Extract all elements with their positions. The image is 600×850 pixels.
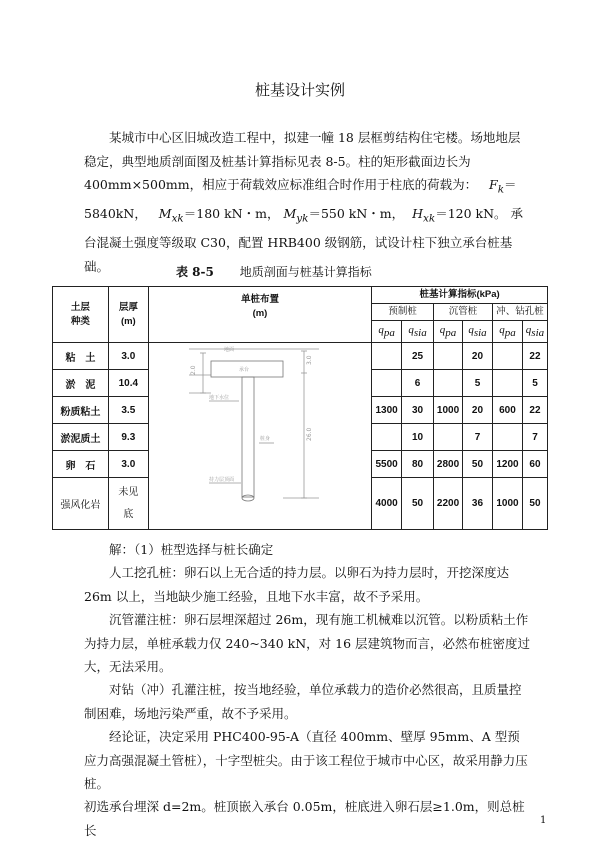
- header-tube: 沉管桩: [434, 304, 493, 321]
- cell-value: 7: [522, 424, 547, 451]
- cell-value: 60: [522, 451, 547, 478]
- cell-value: 1200: [492, 451, 522, 478]
- header-precast: 预制桩: [372, 304, 434, 321]
- solution-paragraph: 经论证，决定采用 PHC400-95-A（直径 400mm、壁厚 95mm、A 型预应力高强混凝土管桩），十字型桩尖。由于该工程位于城市中心区，故采用静力压桩。: [84, 729, 528, 792]
- header-qsia-3: $q_{sia}$: [522, 321, 547, 343]
- page-number: 1: [540, 815, 547, 826]
- intro-paragraph: [84, 126, 524, 279]
- cell-value: [492, 370, 522, 397]
- table-number: 表 8-5: [176, 265, 214, 279]
- cell-thickness: 3.0: [108, 451, 148, 478]
- cell-value: 5: [522, 370, 547, 397]
- cell-layer: 强风化岩: [53, 478, 109, 530]
- dim-c: 26.0: [305, 427, 313, 441]
- load-hxk: $H_{xk}=120$ kN。: [412, 206, 507, 225]
- cell-value: 50: [402, 478, 434, 530]
- load-myk: $M_{yk}=550$ kN・m，: [283, 206, 405, 225]
- cell-value: 2800: [434, 451, 463, 478]
- cell-thickness: 未见 底: [108, 478, 148, 530]
- cell-layer: 卵 石: [53, 451, 109, 478]
- cell-value: [372, 424, 402, 451]
- header-qsia-2: $q_{sia}$: [463, 321, 493, 343]
- cell-value: [492, 424, 522, 451]
- load-mxk: $M_{xk}=180$ kN・m，: [158, 206, 280, 225]
- pile-diagram: [149, 343, 373, 506]
- cell-value: 5: [463, 370, 493, 397]
- header-thickness: 层厚 (m): [108, 287, 148, 343]
- header-bored: 冲、钻孔桩: [492, 304, 547, 321]
- cell-value: [492, 343, 522, 370]
- cell-layer: 粘 土: [53, 343, 109, 370]
- cell-thickness: 3.0: [108, 343, 148, 370]
- cell-value: [434, 424, 463, 451]
- intro-tail: 承台混凝土强度等级取 C30，配置 HRB400 级钢筋，试设计柱下独立承台桩基础。: [84, 206, 524, 274]
- cell-layer: 粉质粘土: [53, 397, 109, 424]
- table-caption: [176, 263, 372, 280]
- cell-value: 600: [492, 397, 522, 424]
- cell-value: 30: [402, 397, 434, 424]
- cell-value: [372, 343, 402, 370]
- header-qpa-3: $q_{pa}$: [492, 321, 522, 343]
- cell-value: 1000: [492, 478, 522, 530]
- cell-value: 25: [402, 343, 434, 370]
- cell-value: 36: [463, 478, 493, 530]
- cell-value: [434, 370, 463, 397]
- header-layout: 单桩布置 (m): [148, 287, 371, 343]
- cell-value: 5500: [372, 451, 402, 478]
- header-qpa-2: $q_{pa}$: [434, 321, 463, 343]
- cell-value: 1300: [372, 397, 402, 424]
- cell-value: 10: [402, 424, 434, 451]
- header-qsia-1: $q_{sia}$: [402, 321, 434, 343]
- solution-section: [84, 538, 530, 842]
- cell-value: 20: [463, 397, 493, 424]
- solution-heading: 解：（1）桩型选择与桩长确定: [109, 542, 274, 557]
- document-title: 桩基设计实例: [254, 81, 345, 99]
- soil-table: [52, 286, 548, 530]
- intro-text: 某城市中心区旧城改造工程中，拟建一幢 18 层框剪结构住宅楼。场地地层稳定，典型地质剖面图及桩基计算指标见表 8-5。柱的矩形截面边长为 400mm×500mm，相应于荷载效应标准组合时作用于柱底的荷载为：: [84, 130, 521, 193]
- cell-value: 1000: [434, 397, 463, 424]
- label-ground: 地面: [223, 347, 234, 353]
- load-fk: $F_k=5840kN$，: [84, 177, 517, 222]
- cell-value: 22: [522, 397, 547, 424]
- cell-value: [434, 343, 463, 370]
- dim-b: 3.0: [305, 355, 313, 365]
- label-water: 地下水位: [208, 395, 229, 401]
- label-cap: 承台: [238, 367, 249, 373]
- cell-value: 2200: [434, 478, 463, 530]
- cell-layer: 淤泥质土: [53, 424, 109, 451]
- table-row: [53, 343, 548, 370]
- solution-paragraph: 人工挖孔桩：卵石以上无合适的持力层。以卵石为持力层时，开挖深度达 26m 以上，当地缺少施工经验，且地下水丰富，故不予采用。: [84, 565, 510, 604]
- cell-value: 22: [522, 343, 547, 370]
- cell-thickness: 9.3: [108, 424, 148, 451]
- cell-value: 50: [463, 451, 493, 478]
- header-layer: 土层 种类: [53, 287, 109, 343]
- solution-paragraph: 沉管灌注桩：卵石层埋深超过 26m，现有施工机械难以沉管。以粉质粘土作为持力层，单桩承载力仅 240~340 kN，对 16 层建筑物而言，必然布桩密度过大，无法采用。: [84, 612, 531, 675]
- dim-a: 2.0: [189, 365, 197, 375]
- cell-value: 7: [463, 424, 493, 451]
- cell-value: 50: [522, 478, 547, 530]
- cell-value: 20: [463, 343, 493, 370]
- cell-value: 4000: [372, 478, 402, 530]
- cell-value: 80: [402, 451, 434, 478]
- solution-paragraph: 初选承台埋深 d=2m。桩顶嵌入承台 0.05m，桩底进入卵石层≥1.0m，则总桩长: [84, 799, 525, 838]
- cell-value: 6: [402, 370, 434, 397]
- header-indices: 桩基计算指标(kPa): [372, 287, 548, 304]
- solution-paragraph: 对钻（冲）孔灌注桩，按当地经验，单位承载力的造价必然很高，且质量控制困难，场地污染严重，故不予采用。: [84, 682, 522, 721]
- cell-thickness: 10.4: [108, 370, 148, 397]
- cell-value: [372, 370, 402, 397]
- cell-thickness: 3.5: [108, 397, 148, 424]
- table-caption-text: 地质剖面与桩基计算指标: [239, 265, 372, 279]
- label-pile: 桩身: [259, 436, 270, 442]
- label-bearing: 持力层顶面: [208, 477, 234, 483]
- cell-layer: 淤 泥: [53, 370, 109, 397]
- header-qpa-1: $q_{pa}$: [372, 321, 402, 343]
- pile-layout-sketch: [148, 343, 371, 530]
